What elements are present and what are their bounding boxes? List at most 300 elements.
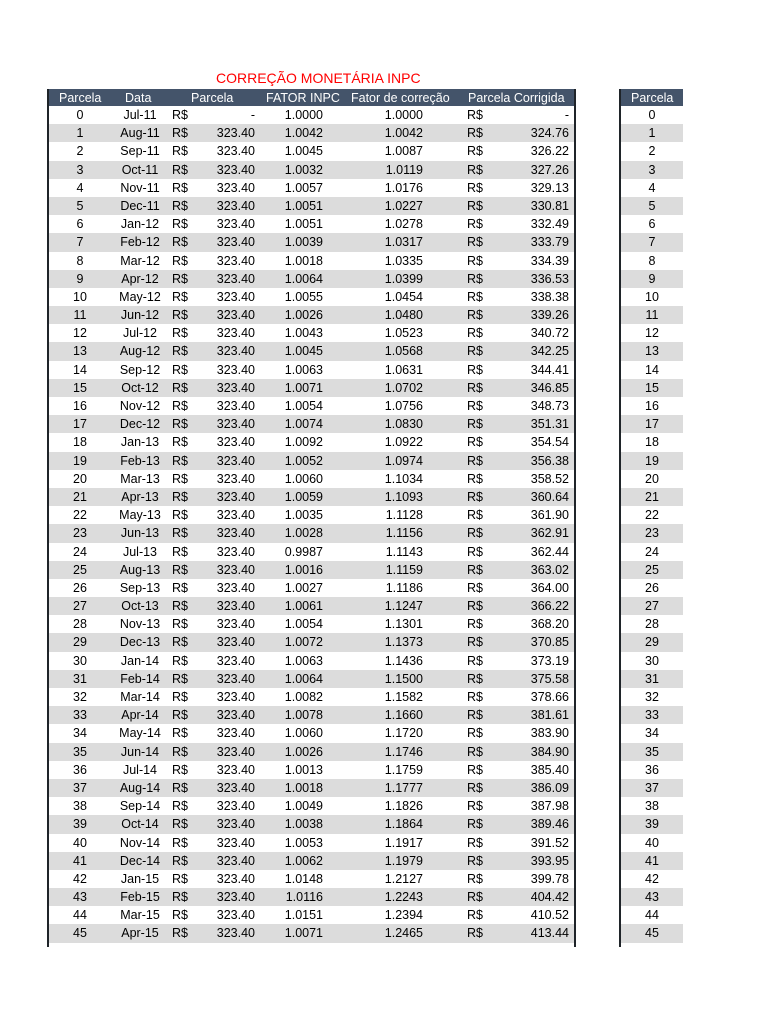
cell-currency[interactable]: R$ bbox=[467, 671, 483, 686]
cell-data[interactable]: Nov-11 bbox=[120, 180, 160, 195]
cell-valor[interactable]: 323.40 bbox=[216, 708, 255, 723]
cell-fator-correcao[interactable]: 1.0523 bbox=[384, 326, 423, 341]
cell-parcela-corrigida[interactable]: 330.81 bbox=[530, 198, 569, 213]
cell-valor[interactable]: 323.40 bbox=[216, 635, 255, 650]
cell-parcela-corrigida[interactable]: 413.44 bbox=[530, 926, 569, 941]
cell-fator-inpc[interactable]: 1.0148 bbox=[284, 871, 323, 886]
cell-currency[interactable]: R$ bbox=[172, 471, 188, 486]
cell-data[interactable]: Jan-15 bbox=[120, 871, 160, 886]
cell-currency[interactable]: R$ bbox=[467, 271, 483, 286]
cell-parcela[interactable]: 26 bbox=[73, 580, 87, 595]
cell-fator-correcao[interactable]: 1.1759 bbox=[384, 762, 423, 777]
cell-parcela[interactable]: 12 bbox=[73, 326, 87, 341]
cell-parcela-corrigida[interactable]: 387.98 bbox=[530, 799, 569, 814]
cell-data[interactable]: Feb-13 bbox=[120, 453, 160, 468]
cell-currency[interactable]: R$ bbox=[172, 198, 188, 213]
cell-data[interactable]: Nov-14 bbox=[119, 835, 161, 850]
cell-parcela-corrigida[interactable]: 354.54 bbox=[530, 435, 569, 450]
cell-valor[interactable]: 323.40 bbox=[216, 471, 255, 486]
cell-parcela-corrigida[interactable]: 340.72 bbox=[530, 326, 569, 341]
cell-fator-inpc[interactable]: 1.0032 bbox=[284, 162, 323, 177]
cell-parcela-corrigida[interactable]: 339.26 bbox=[530, 308, 569, 323]
cell-currency[interactable]: R$ bbox=[467, 890, 483, 905]
cell-parcela[interactable]: 15 bbox=[73, 380, 87, 395]
cell-fator-correcao[interactable]: 1.1128 bbox=[385, 508, 423, 523]
cell-fator-inpc[interactable]: 1.0000 bbox=[284, 108, 323, 122]
cell-parcela-corrigida[interactable]: 386.09 bbox=[530, 780, 569, 795]
cell-data[interactable]: Jan-14 bbox=[120, 653, 160, 668]
cell-currency[interactable]: R$ bbox=[467, 453, 483, 468]
cell-fator-correcao[interactable]: 1.1436 bbox=[384, 653, 423, 668]
cell-fator-inpc[interactable]: 1.0061 bbox=[284, 599, 323, 614]
side-cell-parcela[interactable]: 11 bbox=[645, 308, 659, 323]
cell-parcela[interactable]: 27 bbox=[73, 599, 87, 614]
cell-currency[interactable]: R$ bbox=[172, 871, 188, 886]
cell-parcela[interactable]: 24 bbox=[73, 544, 87, 559]
cell-fator-correcao[interactable]: 1.1777 bbox=[384, 780, 423, 795]
cell-fator-inpc[interactable]: 1.0027 bbox=[284, 580, 323, 595]
cell-valor[interactable]: 323.40 bbox=[216, 762, 255, 777]
cell-currency[interactable]: R$ bbox=[172, 489, 188, 504]
cell-parcela-corrigida[interactable]: 362.44 bbox=[530, 544, 569, 559]
cell-currency[interactable]: R$ bbox=[467, 144, 483, 159]
side-cell-parcela[interactable]: 13 bbox=[645, 344, 659, 359]
side-cell-parcela[interactable]: 16 bbox=[645, 399, 659, 413]
cell-parcela[interactable]: 1 bbox=[76, 126, 84, 141]
cell-parcela-corrigida[interactable]: 362.91 bbox=[530, 526, 569, 541]
cell-parcela[interactable]: 13 bbox=[73, 344, 87, 359]
cell-data[interactable]: Sep-11 bbox=[120, 144, 160, 159]
side-cell-parcela[interactable]: 35 bbox=[645, 744, 659, 759]
cell-currency[interactable]: R$ bbox=[172, 253, 188, 268]
cell-currency[interactable]: R$ bbox=[467, 344, 483, 359]
cell-currency[interactable]: R$ bbox=[172, 544, 188, 559]
cell-valor[interactable]: 323.40 bbox=[216, 671, 255, 686]
cell-fator-inpc[interactable]: 1.0057 bbox=[284, 180, 323, 195]
cell-currency[interactable]: R$ bbox=[467, 544, 483, 559]
cell-currency[interactable]: R$ bbox=[467, 580, 483, 595]
cell-currency[interactable]: R$ bbox=[172, 762, 188, 777]
cell-currency[interactable]: R$ bbox=[467, 635, 483, 650]
cell-fator-correcao[interactable]: 1.0087 bbox=[384, 144, 423, 159]
cell-parcela-corrigida[interactable]: 348.73 bbox=[530, 399, 569, 413]
side-cell-parcela[interactable]: 38 bbox=[645, 799, 659, 814]
cell-currency[interactable]: R$ bbox=[467, 690, 483, 704]
cell-parcela-corrigida[interactable]: 358.52 bbox=[530, 471, 569, 486]
cell-valor[interactable]: 323.40 bbox=[216, 817, 255, 832]
cell-currency[interactable]: R$ bbox=[467, 217, 483, 232]
side-cell-parcela[interactable]: 5 bbox=[648, 198, 656, 213]
cell-parcela[interactable]: 7 bbox=[76, 235, 84, 250]
cell-fator-correcao[interactable]: 1.1979 bbox=[384, 853, 423, 868]
cell-currency[interactable]: R$ bbox=[172, 217, 188, 232]
cell-currency[interactable]: R$ bbox=[172, 835, 188, 850]
cell-parcela-corrigida[interactable]: - bbox=[564, 108, 569, 122]
cell-parcela-corrigida[interactable]: 363.02 bbox=[530, 562, 569, 577]
cell-currency[interactable]: R$ bbox=[467, 326, 483, 341]
side-cell-parcela[interactable]: 31 bbox=[645, 671, 659, 686]
side-cell-parcela[interactable]: 37 bbox=[645, 780, 659, 795]
cell-fator-correcao[interactable]: 1.0317 bbox=[384, 235, 423, 250]
cell-parcela-corrigida[interactable]: 384.90 bbox=[530, 744, 569, 759]
cell-parcela[interactable]: 9 bbox=[76, 271, 84, 286]
cell-data[interactable]: Dec-12 bbox=[119, 417, 161, 432]
cell-currency[interactable]: R$ bbox=[172, 235, 188, 250]
cell-fator-correcao[interactable]: 1.1917 bbox=[384, 835, 423, 850]
cell-fator-inpc[interactable]: 1.0082 bbox=[284, 690, 323, 704]
side-cell-parcela[interactable]: 33 bbox=[645, 708, 659, 723]
cell-parcela[interactable]: 8 bbox=[76, 253, 84, 268]
cell-fator-inpc[interactable]: 1.0051 bbox=[284, 217, 323, 232]
cell-fator-correcao[interactable]: 1.0335 bbox=[384, 253, 423, 268]
side-cell-parcela[interactable]: 25 bbox=[645, 562, 659, 577]
side-cell-parcela[interactable]: 1 bbox=[648, 126, 656, 141]
cell-currency[interactable]: R$ bbox=[467, 871, 483, 886]
cell-fator-correcao[interactable]: 1.1034 bbox=[384, 471, 423, 486]
cell-data[interactable]: Jul-12 bbox=[122, 326, 158, 341]
side-cell-parcela[interactable]: 32 bbox=[645, 690, 659, 704]
cell-data[interactable]: Mar-12 bbox=[120, 253, 160, 268]
cell-currency[interactable]: R$ bbox=[467, 744, 483, 759]
cell-fator-inpc[interactable]: 1.0052 bbox=[284, 453, 323, 468]
cell-data[interactable]: Aug-14 bbox=[119, 780, 161, 795]
cell-fator-inpc[interactable]: 1.0043 bbox=[284, 326, 323, 341]
cell-parcela-corrigida[interactable]: 364.00 bbox=[530, 580, 569, 595]
cell-fator-correcao[interactable]: 1.1826 bbox=[384, 799, 423, 814]
side-cell-parcela[interactable]: 40 bbox=[645, 835, 659, 850]
cell-parcela-corrigida[interactable]: 370.85 bbox=[530, 635, 569, 650]
side-cell-parcela[interactable]: 36 bbox=[645, 762, 659, 777]
cell-fator-inpc[interactable]: 1.0071 bbox=[284, 380, 323, 395]
cell-fator-correcao[interactable]: 1.1186 bbox=[385, 580, 423, 595]
side-cell-parcela[interactable]: 26 bbox=[645, 580, 659, 595]
cell-fator-inpc[interactable]: 1.0013 bbox=[284, 762, 323, 777]
cell-fator-correcao[interactable]: 1.0922 bbox=[384, 435, 423, 450]
cell-valor[interactable]: 323.40 bbox=[216, 617, 255, 632]
cell-fator-correcao[interactable]: 1.2465 bbox=[384, 926, 423, 941]
cell-fator-correcao[interactable]: 1.1159 bbox=[385, 562, 423, 577]
cell-currency[interactable]: R$ bbox=[467, 762, 483, 777]
cell-fator-inpc[interactable]: 1.0026 bbox=[284, 308, 323, 323]
side-cell-parcela[interactable]: 34 bbox=[645, 726, 659, 741]
cell-parcela[interactable]: 36 bbox=[73, 762, 87, 777]
cell-data[interactable]: Jul-13 bbox=[122, 544, 158, 559]
cell-valor[interactable]: 323.40 bbox=[216, 908, 255, 923]
cell-fator-correcao[interactable]: 1.0454 bbox=[384, 289, 423, 304]
cell-fator-correcao[interactable]: 1.1720 bbox=[384, 726, 423, 741]
cell-parcela[interactable]: 6 bbox=[76, 217, 84, 232]
cell-parcela[interactable]: 3 bbox=[76, 162, 84, 177]
cell-fator-correcao[interactable]: 1.0399 bbox=[384, 271, 423, 286]
cell-fator-inpc[interactable]: 1.0059 bbox=[284, 489, 323, 504]
cell-currency[interactable]: R$ bbox=[172, 690, 188, 704]
cell-currency[interactable]: R$ bbox=[172, 326, 188, 341]
cell-fator-correcao[interactable]: 1.0631 bbox=[384, 362, 423, 377]
cell-valor[interactable]: 323.40 bbox=[216, 926, 255, 941]
cell-parcela[interactable]: 21 bbox=[73, 489, 87, 504]
cell-currency[interactable]: R$ bbox=[172, 926, 188, 941]
cell-valor[interactable]: 323.40 bbox=[216, 726, 255, 741]
cell-data[interactable]: Jan-13 bbox=[120, 435, 160, 450]
side-cell-parcela[interactable]: 2 bbox=[648, 144, 656, 159]
cell-valor[interactable]: 323.40 bbox=[216, 544, 255, 559]
cell-currency[interactable]: R$ bbox=[467, 617, 483, 632]
cell-currency[interactable]: R$ bbox=[172, 344, 188, 359]
cell-currency[interactable]: R$ bbox=[467, 289, 483, 304]
header-fator-correcao[interactable]: Fator de correção bbox=[351, 91, 450, 105]
cell-valor[interactable]: 323.40 bbox=[216, 580, 255, 595]
cell-fator-correcao[interactable]: 1.0119 bbox=[385, 162, 423, 177]
cell-parcela[interactable]: 28 bbox=[73, 617, 87, 632]
cell-valor[interactable]: 323.40 bbox=[216, 489, 255, 504]
cell-data[interactable]: Sep-13 bbox=[119, 580, 161, 595]
cell-data[interactable]: Dec-14 bbox=[119, 853, 161, 868]
cell-currency[interactable]: R$ bbox=[172, 453, 188, 468]
cell-parcela[interactable]: 38 bbox=[73, 799, 87, 814]
cell-valor[interactable]: 323.40 bbox=[216, 599, 255, 614]
side-cell-parcela[interactable]: 9 bbox=[648, 271, 656, 286]
cell-data[interactable]: Apr-15 bbox=[121, 926, 159, 941]
cell-currency[interactable]: R$ bbox=[172, 508, 188, 523]
cell-parcela[interactable]: 25 bbox=[73, 562, 87, 577]
cell-fator-inpc[interactable]: 1.0045 bbox=[284, 144, 323, 159]
cell-currency[interactable]: R$ bbox=[467, 908, 483, 923]
cell-fator-correcao[interactable]: 1.0702 bbox=[384, 380, 423, 395]
cell-currency[interactable]: R$ bbox=[467, 399, 483, 413]
cell-currency[interactable]: R$ bbox=[467, 471, 483, 486]
cell-valor[interactable]: 323.40 bbox=[216, 653, 255, 668]
cell-currency[interactable]: R$ bbox=[172, 780, 188, 795]
cell-parcela-corrigida[interactable]: 329.13 bbox=[530, 180, 569, 195]
cell-currency[interactable]: R$ bbox=[467, 526, 483, 541]
cell-data[interactable]: May-13 bbox=[119, 508, 161, 523]
cell-currency[interactable]: R$ bbox=[172, 562, 188, 577]
cell-currency[interactable]: R$ bbox=[467, 726, 483, 741]
cell-data[interactable]: Aug-11 bbox=[120, 126, 160, 141]
cell-fator-inpc[interactable]: 1.0045 bbox=[284, 344, 323, 359]
cell-parcela-corrigida[interactable]: 375.58 bbox=[530, 671, 569, 686]
cell-currency[interactable]: R$ bbox=[172, 289, 188, 304]
cell-currency[interactable]: R$ bbox=[172, 144, 188, 159]
cell-fator-inpc[interactable]: 1.0151 bbox=[284, 908, 323, 923]
cell-currency[interactable]: R$ bbox=[467, 599, 483, 614]
cell-parcela-corrigida[interactable]: 389.46 bbox=[530, 817, 569, 832]
cell-parcela-corrigida[interactable]: 366.22 bbox=[530, 599, 569, 614]
side-header-parcela[interactable]: Parcela bbox=[631, 91, 674, 105]
cell-valor[interactable]: 323.40 bbox=[216, 417, 255, 432]
cell-valor[interactable]: 323.40 bbox=[216, 362, 255, 377]
cell-parcela[interactable]: 37 bbox=[73, 780, 87, 795]
cell-parcela[interactable]: 4 bbox=[76, 180, 84, 195]
cell-valor[interactable]: 323.40 bbox=[216, 144, 255, 159]
cell-valor[interactable]: 323.40 bbox=[216, 344, 255, 359]
side-cell-parcela[interactable]: 28 bbox=[645, 617, 659, 632]
cell-currency[interactable]: R$ bbox=[467, 926, 483, 941]
cell-fator-inpc[interactable]: 1.0064 bbox=[284, 271, 323, 286]
cell-fator-inpc[interactable]: 1.0063 bbox=[284, 653, 323, 668]
cell-data[interactable]: Jul-14 bbox=[122, 762, 158, 777]
cell-fator-correcao[interactable]: 1.1093 bbox=[384, 489, 423, 504]
side-cell-parcela[interactable]: 15 bbox=[645, 380, 659, 395]
cell-valor[interactable]: - bbox=[250, 108, 255, 122]
side-cell-parcela[interactable]: 43 bbox=[645, 890, 659, 905]
side-cell-parcela[interactable]: 4 bbox=[648, 180, 656, 195]
cell-fator-correcao[interactable]: 1.1500 bbox=[384, 671, 423, 686]
cell-valor[interactable]: 323.40 bbox=[216, 508, 255, 523]
cell-fator-correcao[interactable]: 1.1660 bbox=[384, 708, 423, 723]
cell-valor[interactable]: 323.40 bbox=[216, 780, 255, 795]
side-cell-parcela[interactable]: 17 bbox=[645, 417, 659, 432]
cell-currency[interactable]: R$ bbox=[172, 417, 188, 432]
cell-fator-inpc[interactable]: 1.0051 bbox=[284, 198, 323, 213]
cell-fator-correcao[interactable]: 1.2394 bbox=[384, 908, 423, 923]
cell-parcela[interactable]: 33 bbox=[73, 708, 87, 723]
cell-currency[interactable]: R$ bbox=[467, 489, 483, 504]
cell-parcela-corrigida[interactable]: 326.22 bbox=[530, 144, 569, 159]
cell-parcela-corrigida[interactable]: 393.95 bbox=[530, 853, 569, 868]
cell-fator-correcao[interactable]: 1.1301 bbox=[384, 617, 423, 632]
cell-fator-inpc[interactable]: 1.0060 bbox=[284, 471, 323, 486]
cell-currency[interactable]: R$ bbox=[172, 908, 188, 923]
cell-fator-correcao[interactable]: 1.2243 bbox=[384, 890, 423, 905]
cell-fator-inpc[interactable]: 1.0092 bbox=[284, 435, 323, 450]
cell-fator-inpc[interactable]: 1.0028 bbox=[284, 526, 323, 541]
cell-currency[interactable]: R$ bbox=[467, 817, 483, 832]
side-cell-parcela[interactable]: 27 bbox=[645, 599, 659, 614]
cell-valor[interactable]: 323.40 bbox=[216, 271, 255, 286]
cell-parcela-corrigida[interactable]: 342.25 bbox=[530, 344, 569, 359]
cell-parcela[interactable]: 45 bbox=[73, 926, 87, 941]
cell-parcela-corrigida[interactable]: 332.49 bbox=[530, 217, 569, 232]
cell-fator-correcao[interactable]: 1.0830 bbox=[384, 417, 423, 432]
cell-parcela-corrigida[interactable]: 334.39 bbox=[530, 253, 569, 268]
cell-valor[interactable]: 323.40 bbox=[216, 326, 255, 341]
cell-data[interactable]: Jun-12 bbox=[120, 308, 160, 323]
cell-data[interactable]: Feb-12 bbox=[120, 235, 160, 250]
cell-parcela[interactable]: 34 bbox=[73, 726, 87, 741]
cell-parcela-corrigida[interactable]: 383.90 bbox=[530, 726, 569, 741]
cell-fator-inpc[interactable]: 1.0060 bbox=[284, 726, 323, 741]
cell-currency[interactable]: R$ bbox=[467, 435, 483, 450]
cell-valor[interactable]: 323.40 bbox=[216, 162, 255, 177]
cell-parcela-corrigida[interactable]: 333.79 bbox=[530, 235, 569, 250]
cell-data[interactable]: Jul-11 bbox=[123, 108, 157, 122]
cell-currency[interactable]: R$ bbox=[172, 726, 188, 741]
side-cell-parcela[interactable]: 29 bbox=[645, 635, 659, 650]
cell-data[interactable]: Nov-12 bbox=[119, 399, 161, 413]
cell-data[interactable]: Feb-14 bbox=[120, 671, 160, 686]
header-parcela-corrigida[interactable]: Parcela Corrigida bbox=[468, 91, 565, 105]
cell-parcela[interactable]: 22 bbox=[73, 508, 87, 523]
cell-valor[interactable]: 323.40 bbox=[216, 308, 255, 323]
cell-data[interactable]: Apr-13 bbox=[121, 489, 159, 504]
side-cell-parcela[interactable]: 19 bbox=[645, 453, 659, 468]
cell-currency[interactable]: R$ bbox=[172, 799, 188, 814]
cell-data[interactable]: Sep-14 bbox=[119, 799, 161, 814]
cell-fator-inpc[interactable]: 1.0054 bbox=[284, 399, 323, 413]
cell-currency[interactable]: R$ bbox=[467, 780, 483, 795]
cell-valor[interactable]: 323.40 bbox=[216, 871, 255, 886]
cell-currency[interactable]: R$ bbox=[172, 617, 188, 632]
cell-currency[interactable]: R$ bbox=[467, 417, 483, 432]
cell-fator-inpc[interactable]: 1.0064 bbox=[284, 671, 323, 686]
cell-parcela[interactable]: 0 bbox=[76, 108, 84, 122]
cell-fator-correcao[interactable]: 1.0176 bbox=[384, 180, 423, 195]
cell-currency[interactable]: R$ bbox=[172, 708, 188, 723]
cell-parcela-corrigida[interactable]: 361.90 bbox=[530, 508, 569, 523]
cell-fator-inpc[interactable]: 1.0078 bbox=[284, 708, 323, 723]
side-cell-parcela[interactable]: 21 bbox=[645, 489, 659, 504]
cell-valor[interactable]: 323.40 bbox=[216, 799, 255, 814]
side-cell-parcela[interactable]: 42 bbox=[645, 871, 659, 886]
cell-data[interactable]: Oct-14 bbox=[121, 817, 159, 832]
cell-currency[interactable]: R$ bbox=[467, 799, 483, 814]
cell-valor[interactable]: 323.40 bbox=[216, 253, 255, 268]
cell-fator-inpc[interactable]: 1.0016 bbox=[284, 562, 323, 577]
cell-parcela[interactable]: 40 bbox=[73, 835, 87, 850]
cell-parcela[interactable]: 30 bbox=[73, 653, 87, 668]
cell-fator-inpc[interactable]: 1.0074 bbox=[284, 417, 323, 432]
cell-valor[interactable]: 323.40 bbox=[216, 180, 255, 195]
cell-currency[interactable]: R$ bbox=[172, 744, 188, 759]
cell-currency[interactable]: R$ bbox=[467, 853, 483, 868]
cell-parcela[interactable]: 43 bbox=[73, 890, 87, 905]
cell-valor[interactable]: 323.40 bbox=[216, 198, 255, 213]
cell-parcela[interactable]: 41 bbox=[73, 853, 87, 868]
side-cell-parcela[interactable]: 22 bbox=[645, 508, 659, 523]
cell-parcela-corrigida[interactable]: 346.85 bbox=[530, 380, 569, 395]
side-cell-parcela[interactable]: 20 bbox=[645, 471, 659, 486]
cell-fator-correcao[interactable]: 1.1864 bbox=[384, 817, 423, 832]
cell-parcela[interactable]: 31 bbox=[73, 671, 87, 686]
side-cell-parcela[interactable]: 8 bbox=[648, 253, 656, 268]
cell-currency[interactable]: R$ bbox=[467, 835, 483, 850]
side-cell-parcela[interactable]: 45 bbox=[645, 926, 659, 941]
cell-fator-correcao[interactable]: 1.0000 bbox=[384, 108, 423, 122]
cell-currency[interactable]: R$ bbox=[467, 180, 483, 195]
cell-fator-correcao[interactable]: 1.1582 bbox=[384, 690, 423, 704]
cell-currency[interactable]: R$ bbox=[172, 271, 188, 286]
cell-currency[interactable]: R$ bbox=[467, 708, 483, 723]
cell-currency[interactable]: R$ bbox=[172, 653, 188, 668]
cell-fator-inpc[interactable]: 1.0035 bbox=[284, 508, 323, 523]
cell-currency[interactable]: R$ bbox=[467, 162, 483, 177]
cell-currency[interactable]: R$ bbox=[172, 399, 188, 413]
cell-fator-inpc[interactable]: 1.0039 bbox=[284, 235, 323, 250]
cell-parcela[interactable]: 2 bbox=[76, 144, 84, 159]
cell-fator-correcao[interactable]: 1.1156 bbox=[385, 526, 423, 541]
side-cell-parcela[interactable]: 30 bbox=[645, 653, 659, 668]
cell-data[interactable]: Aug-12 bbox=[119, 344, 161, 359]
cell-currency[interactable]: R$ bbox=[172, 362, 188, 377]
cell-parcela-corrigida[interactable]: 378.66 bbox=[530, 690, 569, 704]
cell-parcela-corrigida[interactable]: 360.64 bbox=[530, 489, 569, 504]
cell-fator-inpc[interactable]: 1.0116 bbox=[285, 890, 323, 905]
cell-valor[interactable]: 323.40 bbox=[216, 399, 255, 413]
cell-currency[interactable]: R$ bbox=[467, 253, 483, 268]
cell-parcela-corrigida[interactable]: 368.20 bbox=[530, 617, 569, 632]
cell-valor[interactable]: 323.40 bbox=[216, 217, 255, 232]
side-cell-parcela[interactable]: 10 bbox=[645, 289, 659, 304]
cell-data[interactable]: Jan-12 bbox=[120, 217, 160, 232]
cell-currency[interactable]: R$ bbox=[467, 235, 483, 250]
cell-parcela[interactable]: 39 bbox=[73, 817, 87, 832]
cell-fator-correcao[interactable]: 1.1746 bbox=[384, 744, 423, 759]
cell-currency[interactable]: R$ bbox=[172, 380, 188, 395]
cell-currency[interactable]: R$ bbox=[467, 362, 483, 377]
side-cell-parcela[interactable]: 41 bbox=[645, 853, 659, 868]
cell-data[interactable]: Oct-12 bbox=[121, 380, 159, 395]
